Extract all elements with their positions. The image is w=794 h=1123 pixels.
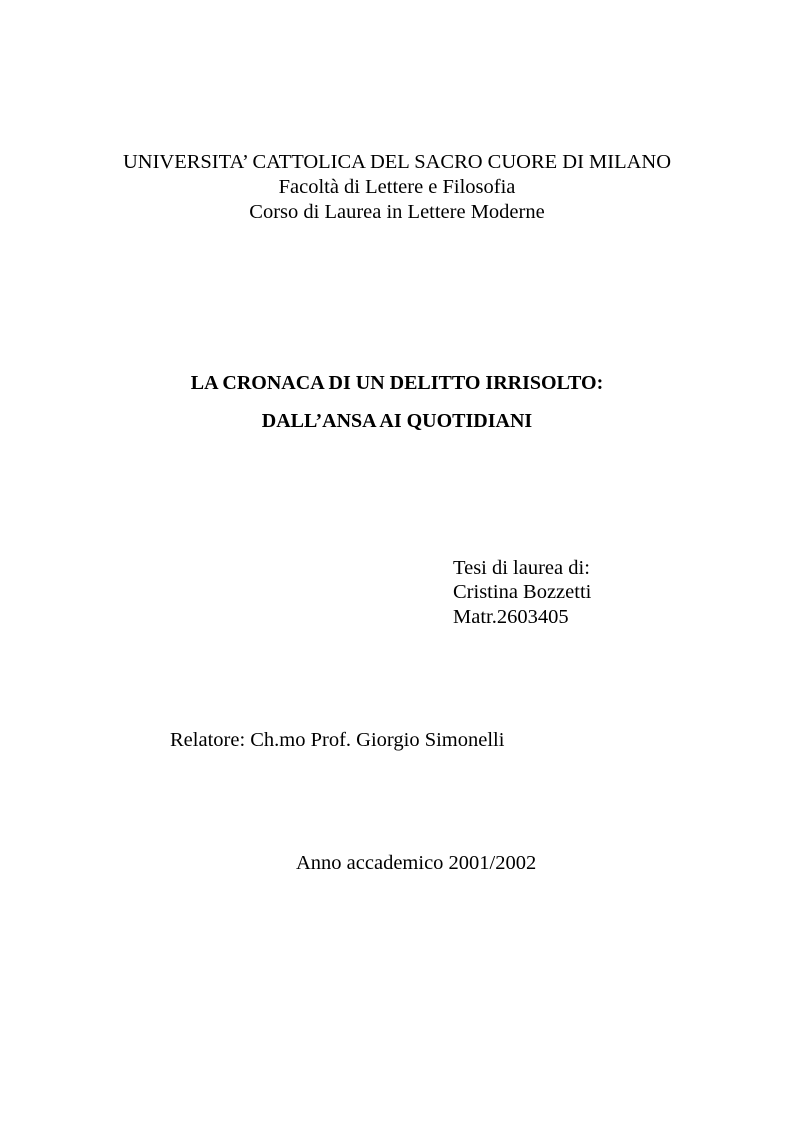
university-name: UNIVERSITA’ CATTOLICA DEL SACRO CUORE DI MILANO <box>122 151 672 173</box>
thesis-title-line-2: DALL’ANSA AI QUOTIDIANI <box>261 410 533 432</box>
supervisor: Relatore: Ch.mo Prof. Giorgio Simonelli <box>170 729 505 751</box>
faculty-name: Facoltà di Lettere e Filosofia <box>278 176 516 198</box>
thesis-title-line-1: LA CRONACA DI UN DELITTO IRRISOLTO: <box>190 372 604 394</box>
author-label: Tesi di laurea di: <box>453 557 590 579</box>
course-name: Corso di Laurea in Lettere Moderne <box>249 201 545 223</box>
author-name: Cristina Bozzetti <box>453 581 592 603</box>
academic-year: Anno accademico 2001/2002 <box>296 852 537 874</box>
author-matricola: Matr.2603405 <box>453 606 569 628</box>
